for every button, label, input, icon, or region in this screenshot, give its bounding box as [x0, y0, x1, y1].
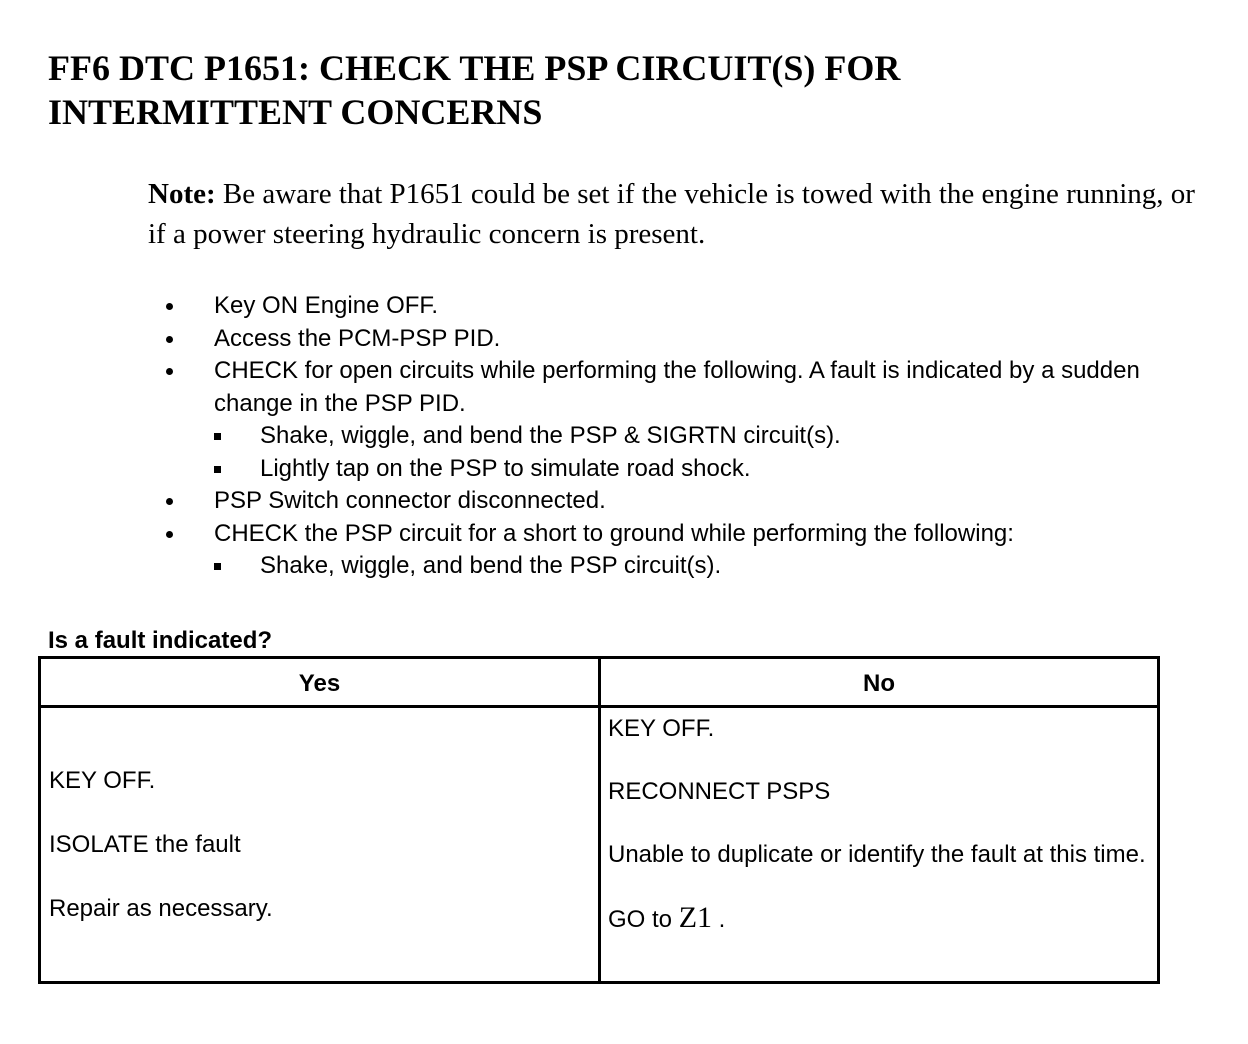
goto-line [608, 902, 1148, 936]
no-cell [608, 713, 1148, 936]
bullet-icon [166, 498, 173, 505]
note-text: Be aware that P1651 could be set if the vehicle is towed with the engine running, or if a power steering hydraulic concern is present. [148, 178, 1195, 250]
square-bullet-icon [214, 433, 221, 440]
no-line: KEY OFF. [608, 715, 715, 742]
bullet-icon [166, 336, 173, 343]
step-item [160, 518, 1210, 551]
substep-group [160, 550, 1210, 583]
procedure-steps [160, 290, 1210, 583]
yes-cell [49, 765, 589, 925]
step-text: Key ON Engine OFF. [214, 292, 439, 319]
note-label: Note: [148, 178, 216, 210]
yes-header: Yes [298, 670, 341, 697]
step-text: Access the PCM-PSP PID. [214, 324, 501, 352]
substep-text: Lightly tap on the PSP to simulate road shock. [260, 454, 751, 482]
step-text: CHECK the PSP circuit for a short to ground while performing the following: [214, 519, 1014, 547]
yes-line: Repair as necessary. [49, 895, 273, 922]
bullet-icon [166, 303, 173, 310]
substep-text: Shake, wiggle, and bend the PSP circuit(s). [260, 552, 722, 579]
goto-prefix: GO to [608, 906, 679, 933]
yes-line: ISOLATE the fault [49, 831, 241, 858]
decision-table [38, 656, 1160, 984]
step-text: CHECK for open circuits while performing the following. A fault is indicated by a sudden change in the PSP PID. [214, 357, 1140, 417]
square-bullet-icon [214, 563, 221, 570]
fault-question: Is a fault indicated? [48, 627, 273, 654]
bullet-icon [166, 531, 173, 538]
substep-group [160, 420, 1210, 485]
no-line: RECONNECT PSPS [608, 778, 831, 805]
page-title: FF6 DTC P1651: CHECK THE PSP CIRCUIT(S) FOR INTERMITTENT CONCERNS [48, 48, 901, 132]
step-item [160, 355, 1210, 420]
substep-item [160, 420, 1210, 453]
column-divider [598, 659, 601, 981]
substep-item [160, 453, 1210, 486]
goto-z1-link[interactable]: Z1 [678, 901, 713, 934]
step-text: PSP Switch connector disconnected. [214, 487, 606, 514]
step-item [160, 323, 1210, 356]
bullet-icon [166, 368, 173, 375]
step-item [160, 290, 1210, 323]
goto-suffix: . [712, 906, 726, 933]
note-paragraph [148, 174, 1218, 254]
substep-item [160, 550, 1210, 583]
yes-line: KEY OFF. [49, 767, 156, 794]
square-bullet-icon [214, 466, 221, 473]
no-line: Unable to duplicate or identify the fault at this time. [608, 841, 1146, 868]
no-header: No [863, 670, 895, 697]
substep-text: Shake, wiggle, and bend the PSP & SIGRTN circuit(s). [260, 422, 841, 449]
step-item [160, 485, 1210, 518]
